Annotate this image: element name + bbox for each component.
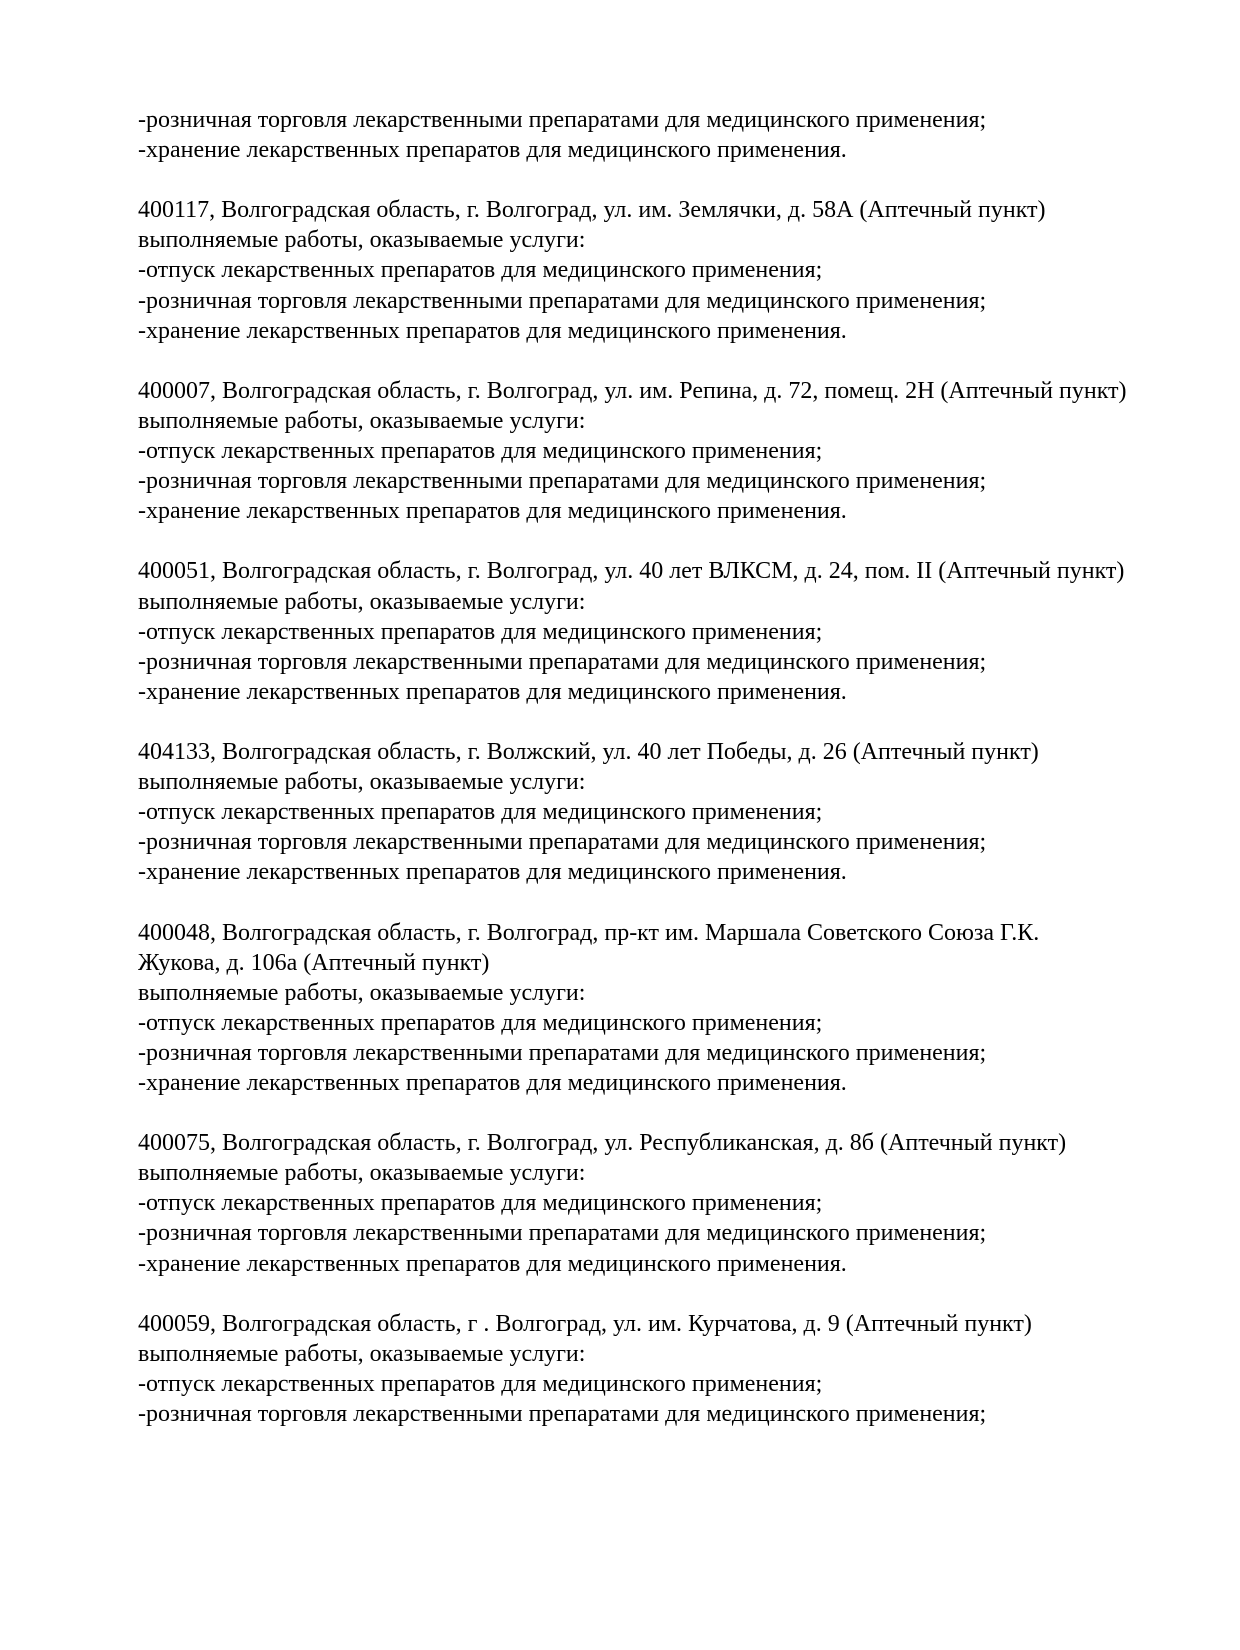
entry-works-label: выполняемые работы, оказываемые услуги: [138,1340,586,1367]
entry-address: 400117, Волгоградская область, г. Волгоград, ул. им. Землячки, д. 58А (Аптечный пункт) [138,197,1046,224]
entry-works-label: выполняемые работы, оказываемые услуги: [138,407,586,434]
entry-works-label: выполняемые работы, оказываемые услуги: [138,1160,586,1187]
entry-address: 400051, Волгоградская область, г. Волгоград, ул. 40 лет ВЛКСМ, д. 24, пом. II (Аптечный пункт) [138,558,1125,585]
service-line: -хранение лекарственных препаратов для медицинского применения. [138,317,847,344]
license-entry [138,556,1200,706]
service-line: -розничная торговля лекарственными препаратами для медицинского применения; [138,468,987,495]
service-line: -розничная торговля лекарственными препаратами для медицинского применения; [138,829,987,856]
entry-address: 400048, Волгоградская область, г. Волгоград, пр-кт им. Маршала Советского Союза Г.К. [138,919,1040,946]
service-line: -розничная торговля лекарственными препаратами для медицинского применения; [138,1039,987,1066]
entry-address: Жукова, д. 106а (Аптечный пункт) [138,949,490,976]
entry-address: 400075, Волгоградская область, г. Волгоград, ул. Республиканская, д. 8б (Аптечный пункт) [138,1130,1067,1157]
entry-address: 400007, Волгоградская область, г. Волгоград, ул. им. Репина, д. 72, помещ. 2Н (Аптечный пункт) [138,377,1127,404]
service-line: -хранение лекарственных препаратов для медицинского применения. [138,498,847,525]
service-line: -розничная торговля лекарственными препаратами для медицинского применения; [138,1401,987,1428]
license-entry [138,195,1200,345]
license-entry [138,918,1200,1099]
service-line: -розничная торговля лекарственными препаратами для медицинского применения; [138,107,987,133]
service-line: -хранение лекарственных препаратов для медицинского применения. [138,678,847,705]
service-line: -отпуск лекарственных препаратов для медицинского применения; [138,1009,823,1036]
service-line: -розничная торговля лекарственными препаратами для медицинского применения; [138,287,987,314]
entry-address: 404133, Волгоградская область, г. Волжский, ул. 40 лет Победы, д. 26 (Аптечный пункт) [138,738,1039,765]
service-line: -отпуск лекарственных препаратов для медицинского применения; [138,799,823,826]
license-entry [138,1309,1200,1429]
service-line: -хранение лекарственных препаратов для медицинского применения. [138,1070,847,1096]
service-line: -отпуск лекарственных препаратов для медицинского применения; [138,1190,823,1217]
license-entry [138,376,1200,526]
service-line: -хранение лекарственных препаратов для медицинского применения. [138,859,847,886]
service-line: -отпуск лекарственных препаратов для медицинского применения; [138,1370,823,1397]
license-entry [138,1128,1200,1278]
entry-works-label: выполняемые работы, оказываемые услуги: [138,769,586,796]
entry-works-label: выполняемые работы, оказываемые услуги: [138,227,586,254]
service-line: -отпуск лекарственных препаратов для медицинского применения; [138,618,823,645]
service-line: -хранение лекарственных препаратов для медицинского применения. [138,137,847,164]
entry-works-label: выполняемые работы, оказываемые услуги: [138,979,586,1006]
service-line: -розничная торговля лекарственными препаратами для медицинского применения; [138,648,987,675]
service-line: -хранение лекарственных препаратов для медицинского применения. [138,1250,847,1277]
entry-address: 400059, Волгоградская область, г . Волгоград, ул. им. Курчатова, д. 9 (Аптечный пункт) [138,1310,1032,1337]
service-line: -отпуск лекарственных препаратов для медицинского применения; [138,257,823,284]
license-entry [138,737,1200,887]
entry-works-label: выполняемые работы, оказываемые услуги: [138,588,586,615]
service-line: -отпуск лекарственных препаратов для медицинского применения; [138,438,823,465]
service-line: -розничная торговля лекарственными препаратами для медицинского применения; [138,1220,987,1247]
